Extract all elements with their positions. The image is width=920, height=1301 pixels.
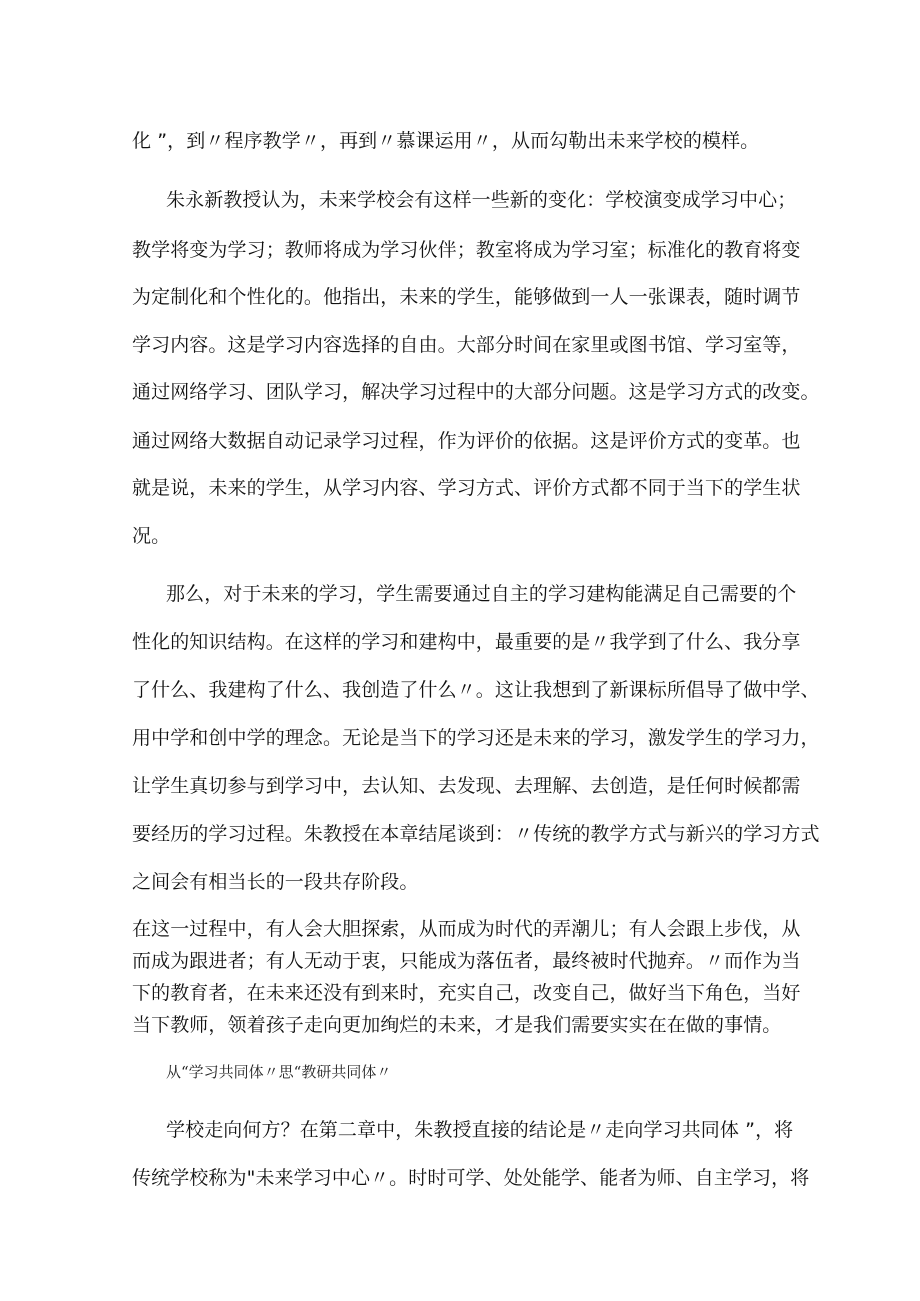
- paragraph-line: 下的教育者，在未来还没有到来时，充实自己，改变自己，做好当下角色，当好: [132, 982, 801, 1004]
- section-heading: 从“学习共同体〃思“教研共同体〃: [166, 1063, 392, 1081]
- paragraph-line: 通过网络学习、团队学习，解决学习过程中的大部分问题。这是学习方式的改变。: [132, 381, 820, 403]
- paragraph-line: 性化的知识结构。在这样的学习和建构中，最重要的是〃我学到了什么、我分享: [132, 631, 801, 653]
- paragraph-line: 让学生真切参与到学习中，去认知、去发现、去理解、去创造，是任何时候都需: [132, 775, 801, 797]
- paragraph-line: 传统学校称为"未来学习中心〃。时时可学、处处能学、能者为师、自主学习，将: [132, 1167, 810, 1189]
- paragraph-line: 朱永新教授认为，未来学校会有这样一些新的变化：学校演变成学习中心；: [166, 189, 797, 211]
- paragraph-line: 那么，对于未来的学习，学生需要通过自主的学习建构能满足自己需要的个: [166, 583, 797, 605]
- paragraph-line: 而成为跟进者；有人无动于衷，只能成为落伍者，最终被时代抛弃。〃而作为当: [132, 950, 801, 972]
- paragraph-line: 就是说，未来的学生，从学习内容、学习方式、评价方式都不同于当下的学生状: [132, 477, 801, 499]
- paragraph-line: 通过网络大数据自动记录学习过程，作为评价的依据。这是评价方式的变革。也: [132, 430, 801, 452]
- paragraph-line: 学习内容。这是学习内容选择的自由。大部分时间在家里或图书馆、学习室等，: [132, 334, 801, 356]
- paragraph-line: 用中学和创中学的理念。无论是当下的学习还是未来的学习，激发学生的学习力，: [132, 727, 820, 749]
- paragraph-line: 学校走向何方？在第二章中，朱教授直接的结论是〃走向学习共同体 ”，将: [166, 1119, 794, 1141]
- paragraph-line: 之间会有相当长的一段共存阶段。: [132, 871, 419, 893]
- paragraph-line: 况。: [132, 525, 171, 547]
- paragraph-line: 教学将变为学习；教师将成为学习伙伴；教室将成为学习室；标准化的教育将变: [132, 239, 801, 261]
- paragraph-line: 为定制化和个性化的。他指出，未来的学生，能够做到一人一张课表，随时调节: [132, 286, 801, 308]
- paragraph-line: 化 ”，到〃程序教学〃，再到〃慕课运用〃，从而勾勒出未来学校的模样。: [132, 130, 760, 152]
- paragraph-line: 当下教师，领着孩子走向更加绚烂的未来，才是我们需要实实在在做的事情。: [132, 1014, 782, 1036]
- paragraph-line: 在这一过程中，有人会大胆探索，从而成为时代的弄潮儿；有人会跟上步伐，从: [132, 918, 801, 940]
- paragraph-line: 了什么、我建构了什么、我创造了什么〃。这让我想到了新课标所倡导了做中学、: [132, 679, 820, 701]
- paragraph-line: 要经历的学习过程。朱教授在本章结尾谈到：〃传统的教学方式与新兴的学习方式: [132, 823, 820, 845]
